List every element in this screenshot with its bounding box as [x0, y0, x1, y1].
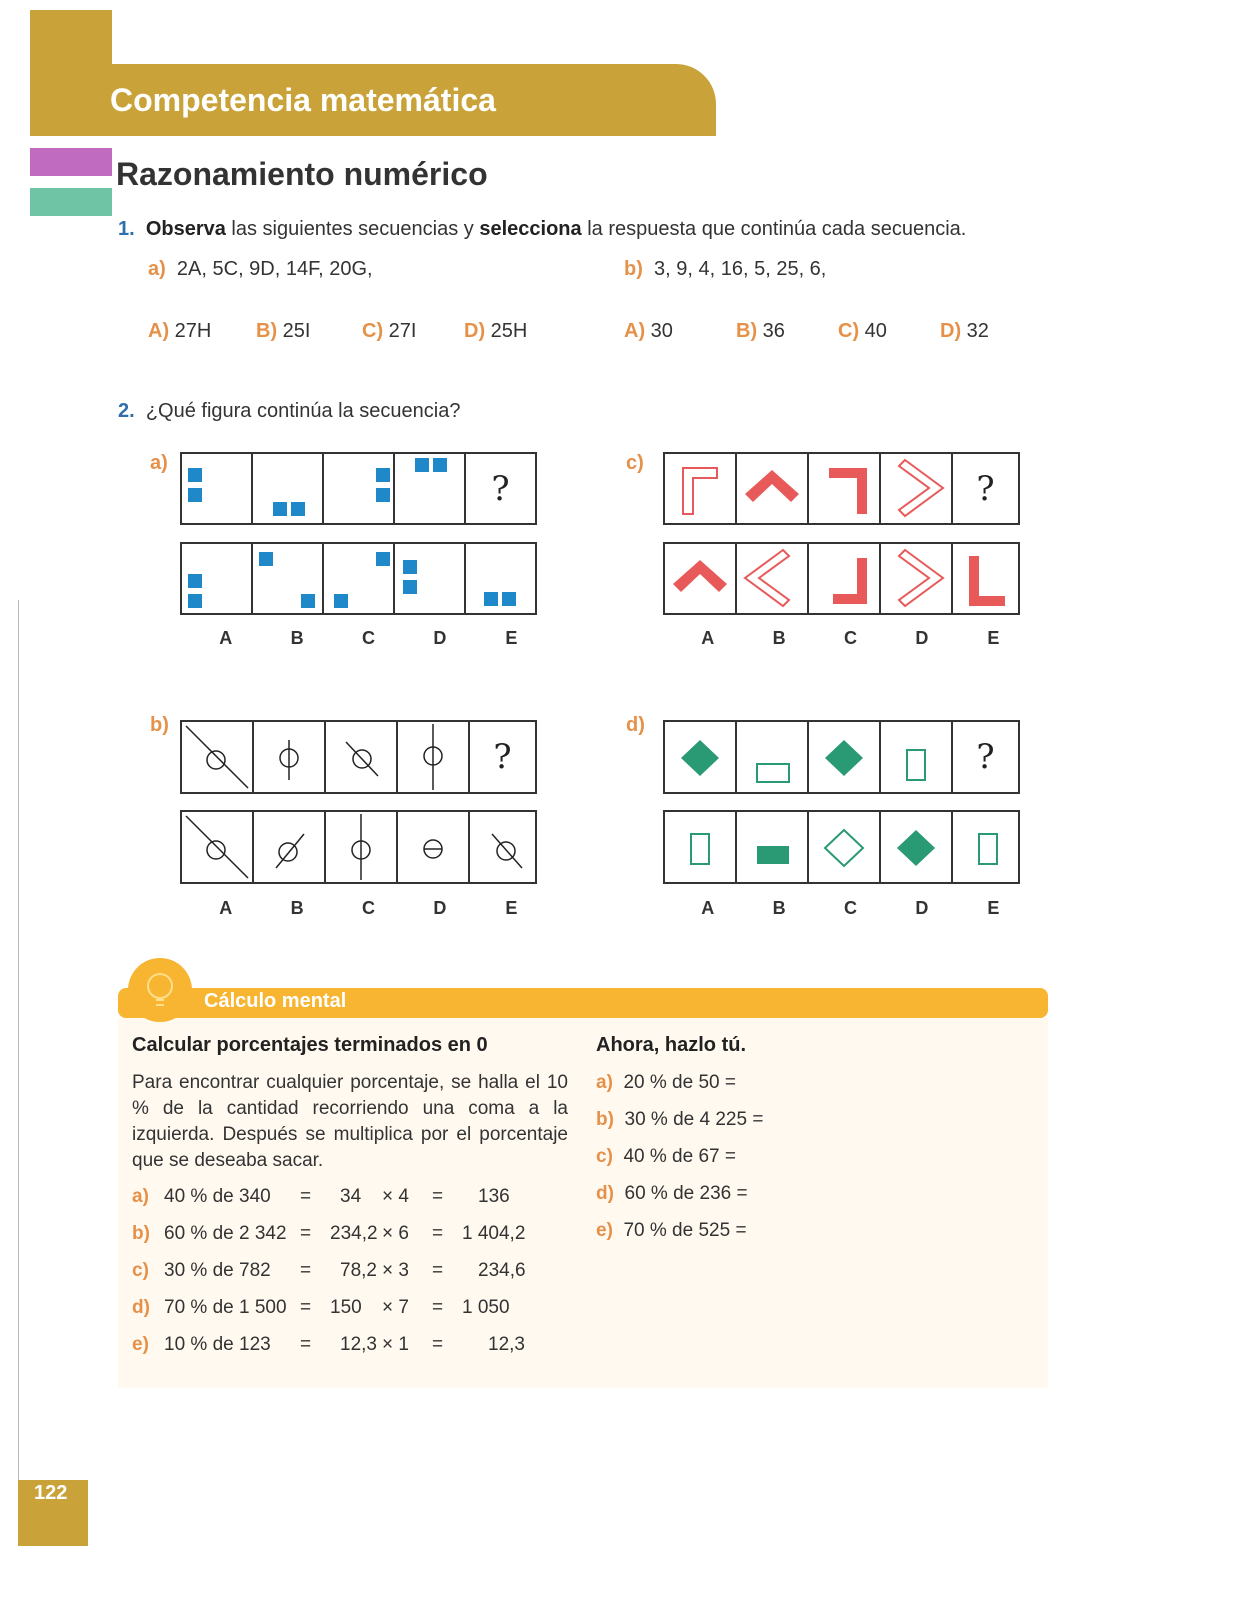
example-mult: × 6 — [382, 1223, 409, 1244]
diamond-solid-shape — [881, 812, 951, 882]
example-row — [132, 1223, 572, 1249]
practice-expr: 60 % de 236 = — [624, 1183, 748, 1204]
practice-expr: 70 % de 525 = — [623, 1220, 747, 1241]
answer-letter: D — [433, 628, 447, 648]
example-eq: = — [300, 1297, 312, 1318]
lightbulb-icon — [128, 958, 192, 1022]
part-label-b: b) — [150, 714, 169, 736]
question-cell — [953, 722, 1018, 792]
teal-tab — [30, 188, 112, 216]
option-b-A[interactable] — [624, 320, 673, 343]
example-mid: 78,2 — [340, 1260, 377, 1281]
answer-letter: C — [362, 898, 376, 918]
seq-cell — [324, 454, 395, 523]
seq-cell — [737, 722, 809, 792]
header-title: Competencia matemática — [110, 82, 496, 118]
example-result: 1 050 — [462, 1297, 510, 1318]
answer-row-a — [180, 542, 537, 615]
chevron-left-outline-shape — [737, 544, 807, 613]
example-result: 234,6 — [478, 1260, 526, 1281]
lightbulb-glyph — [128, 958, 192, 1022]
blue-square — [403, 580, 417, 594]
answer-letter: D — [915, 898, 929, 918]
answer-cell-E[interactable] — [953, 544, 1023, 613]
blue-square — [188, 488, 202, 502]
example-eq: = — [432, 1260, 444, 1281]
option-value: 36 — [762, 320, 785, 342]
question-text: ¿Qué figura continúa la secuencia? — [145, 400, 461, 422]
part-label-a: a) — [150, 452, 168, 474]
blue-square — [301, 594, 315, 608]
question-number: 1. — [118, 218, 135, 240]
blue-square — [484, 592, 498, 606]
rect-outline-shape — [881, 722, 951, 792]
circle-line-shape — [398, 722, 468, 792]
seq-cell — [395, 454, 466, 523]
answer-cell-D[interactable] — [398, 812, 470, 882]
circle-line-shape — [254, 812, 324, 882]
example-label: e) — [132, 1334, 149, 1355]
example-expr: 60 % de 2 342 — [164, 1223, 287, 1244]
answer-letter: A — [219, 898, 233, 918]
answer-letters-d — [672, 898, 1029, 919]
answer-letter: A — [701, 628, 715, 648]
option-b-B[interactable] — [736, 320, 785, 343]
verb-observa: Observa — [145, 218, 226, 240]
answer-letter: B — [290, 628, 304, 648]
seq-cell — [182, 722, 254, 792]
section-title: Razonamiento numérico — [116, 156, 488, 192]
practice-expr: 20 % de 50 = — [623, 1072, 736, 1093]
option-letter: B) — [256, 320, 278, 342]
blue-square — [376, 552, 390, 566]
answer-letter: B — [290, 898, 304, 918]
bracket-solid-shape — [809, 454, 879, 523]
chevron-outline-shape — [881, 544, 951, 613]
option-value: 27H — [174, 320, 212, 342]
blue-square — [403, 560, 417, 574]
example-eq: = — [300, 1186, 312, 1207]
example-eq: = — [432, 1186, 444, 1207]
answer-cell-E[interactable] — [466, 544, 535, 613]
question-mark: ? — [976, 737, 995, 777]
practice-label: e) — [596, 1220, 613, 1241]
blue-square — [433, 458, 447, 472]
option-value: 27I — [388, 320, 417, 342]
circle-line-shape — [182, 812, 252, 882]
example-result: 1 404,2 — [462, 1223, 526, 1244]
circle-line-shape — [254, 722, 324, 792]
option-letter: C) — [362, 320, 384, 342]
example-label: d) — [132, 1297, 150, 1318]
option-value: 40 — [864, 320, 887, 342]
seq-cell — [253, 454, 324, 523]
q1-text1: las siguientes secuencias y — [225, 218, 480, 240]
answer-cell-E[interactable] — [953, 812, 1023, 882]
blue-square — [502, 592, 516, 606]
bracket-solid-shape — [809, 544, 879, 613]
example-eq: = — [432, 1297, 444, 1318]
example-result: 136 — [478, 1186, 510, 1207]
answer-letter: E — [505, 898, 518, 918]
part-label-d: d) — [626, 714, 645, 736]
rect-outline-shape — [737, 722, 807, 792]
example-expr: 40 % de 340 — [164, 1186, 271, 1207]
sequence-b — [624, 258, 826, 281]
page-number: 122 — [34, 1482, 68, 1504]
part-label-c: c) — [626, 452, 644, 474]
practice-item[interactable] — [596, 1146, 736, 1168]
l-solid-shape — [953, 544, 1023, 613]
answer-cell-B[interactable] — [737, 812, 809, 882]
answer-cell-D[interactable] — [881, 812, 953, 882]
practice-label: c) — [596, 1146, 613, 1167]
answer-letter: C — [362, 628, 376, 648]
practice-label: a) — [596, 1072, 613, 1093]
purple-tab — [30, 148, 112, 176]
question-mark: ? — [976, 468, 995, 509]
sequence-row-c — [663, 452, 1020, 525]
seq-cell — [881, 722, 953, 792]
example-expr: 10 % de 123 — [164, 1334, 271, 1355]
answer-letter: A — [701, 898, 715, 918]
option-b-C[interactable] — [838, 320, 887, 343]
question-2 — [118, 400, 460, 423]
option-value: 25H — [490, 320, 528, 342]
blue-square — [259, 552, 273, 566]
example-expr: 70 % de 1 500 — [164, 1297, 287, 1318]
circle-line-shape — [470, 812, 540, 882]
practice-item[interactable] — [596, 1072, 736, 1094]
answer-cell-A[interactable] — [665, 544, 737, 613]
question-mark: ? — [493, 737, 512, 777]
example-mult: × 3 — [382, 1260, 409, 1281]
seq-cell — [881, 454, 953, 523]
question-number: 2. — [118, 400, 135, 422]
example-label: a) — [132, 1186, 149, 1207]
sequence-a — [148, 258, 373, 281]
answer-letter: E — [987, 628, 1000, 648]
answer-row-b — [180, 810, 537, 884]
answer-letter: C — [844, 628, 858, 648]
answer-letter: B — [772, 628, 786, 648]
sequence-text: 3, 9, 4, 16, 5, 25, 6, — [654, 258, 827, 280]
part-label: a) — [148, 258, 166, 280]
example-result: 12,3 — [488, 1334, 525, 1355]
circle-line-shape — [326, 812, 396, 882]
seq-cell — [398, 722, 470, 792]
option-a-C[interactable] — [362, 320, 416, 343]
question-cell — [470, 722, 535, 792]
example-mid: 150 — [330, 1297, 362, 1318]
example-eq: = — [300, 1223, 312, 1244]
example-mult: × 7 — [382, 1297, 409, 1318]
answer-cell-D[interactable] — [395, 544, 466, 613]
question-cell — [953, 454, 1018, 523]
example-mid: 34 — [340, 1186, 362, 1207]
example-eq: = — [300, 1334, 312, 1355]
seq-cell — [737, 454, 809, 523]
answer-cell-C[interactable] — [809, 544, 881, 613]
answer-cell-C[interactable] — [324, 544, 395, 613]
calculo-explanation: Para encontrar cualquier porcentaje, se halla el 10 % de la cantidad recorriendo una coma a la izquierda. Después se multiplica por el porcentaje que se deseaba sacar. — [132, 1072, 568, 1171]
seq-cell — [326, 722, 398, 792]
circle-line-shape — [398, 812, 468, 882]
diamond-solid-shape — [665, 722, 735, 792]
rect-outline-shape — [665, 812, 735, 882]
answer-letter: E — [987, 898, 1000, 918]
diamond-outline-shape — [809, 812, 879, 882]
option-letter: A) — [148, 320, 170, 342]
example-expr: 30 % de 782 — [164, 1260, 271, 1281]
page-edge-rule — [18, 600, 19, 1480]
answer-cell-C[interactable] — [809, 812, 881, 882]
seq-cell — [809, 722, 881, 792]
blue-square — [334, 594, 348, 608]
sequence-row-d — [663, 720, 1020, 794]
question-cell — [466, 454, 535, 523]
blue-square — [376, 468, 390, 482]
option-a-B[interactable] — [256, 320, 310, 343]
answer-letters-c — [672, 628, 1029, 649]
answer-cell-E[interactable] — [470, 812, 540, 882]
answer-letter: E — [505, 628, 518, 648]
answer-letters-a — [190, 628, 547, 649]
example-mid: 234,2 — [330, 1223, 378, 1244]
header-gold-tab — [30, 10, 112, 70]
answer-letter: B — [772, 898, 786, 918]
diamond-solid-shape — [809, 722, 879, 792]
option-a-D[interactable] — [464, 320, 527, 343]
seq-cell — [665, 454, 737, 523]
answer-row-d — [663, 810, 1020, 884]
practice-label: b) — [596, 1109, 614, 1130]
practice-label: d) — [596, 1183, 614, 1204]
blue-square — [188, 468, 202, 482]
answer-cell-D[interactable] — [881, 544, 953, 613]
option-letter: C) — [838, 320, 860, 342]
seq-cell — [665, 722, 737, 792]
option-b-D[interactable] — [940, 320, 989, 343]
answer-cell-C[interactable] — [326, 812, 398, 882]
blue-square — [273, 502, 287, 516]
answer-letter: A — [219, 628, 233, 648]
example-eq: = — [432, 1334, 444, 1355]
verb-selecciona: selecciona — [479, 218, 582, 240]
example-mult: × 1 — [382, 1334, 409, 1355]
caret-solid-shape — [665, 544, 735, 613]
example-row — [132, 1334, 572, 1360]
example-row — [132, 1260, 572, 1286]
answer-letters-b — [190, 898, 547, 919]
example-eq: = — [300, 1260, 312, 1281]
answer-cell-B[interactable] — [253, 544, 324, 613]
answer-cell-B[interactable] — [737, 544, 809, 613]
blue-square — [376, 488, 390, 502]
seq-cell — [182, 454, 253, 523]
option-value: 30 — [650, 320, 673, 342]
answer-cell-B[interactable] — [254, 812, 326, 882]
option-letter: D) — [464, 320, 486, 342]
question-1 — [118, 218, 966, 241]
example-row — [132, 1297, 572, 1323]
practice-item[interactable] — [596, 1220, 747, 1242]
answer-cell-A[interactable] — [182, 812, 254, 882]
rect-outline-shape — [953, 812, 1023, 882]
sequence-row-a — [180, 452, 537, 525]
option-letter: A) — [624, 320, 646, 342]
option-letter: D) — [940, 320, 962, 342]
blue-square — [188, 574, 202, 588]
example-row — [132, 1186, 572, 1212]
example-eq: = — [432, 1223, 444, 1244]
example-label: b) — [132, 1223, 150, 1244]
calculo-mental-title: Cálculo mental — [204, 990, 347, 1012]
question-mark: ? — [491, 468, 510, 509]
answer-letter: C — [844, 898, 858, 918]
blue-square — [415, 458, 429, 472]
answer-letter: D — [915, 628, 929, 648]
caret-solid-shape — [737, 454, 807, 523]
practice-item[interactable] — [596, 1109, 763, 1131]
blue-square — [291, 502, 305, 516]
q1-text2: la respuesta que continúa cada secuencia. — [581, 218, 967, 240]
sequence-text: 2A, 5C, 9D, 14F, 20G, — [176, 258, 373, 280]
practice-expr: 40 % de 67 = — [623, 1146, 736, 1167]
practice-expr: 30 % de 4 225 = — [624, 1109, 764, 1130]
blue-square — [188, 594, 202, 608]
answer-letter: D — [433, 898, 447, 918]
circle-line-shape — [326, 722, 396, 792]
part-label: b) — [624, 258, 643, 280]
seq-cell — [809, 454, 881, 523]
option-letter: B) — [736, 320, 758, 342]
answer-row-c — [663, 542, 1020, 615]
bracket-outline-shape — [665, 454, 735, 523]
example-label: c) — [132, 1260, 149, 1281]
answer-cell-A[interactable] — [665, 812, 737, 882]
circle-line-shape — [182, 722, 252, 792]
option-value: 25I — [282, 320, 311, 342]
example-mid: 12,3 — [340, 1334, 377, 1355]
answer-cell-A[interactable] — [182, 544, 253, 613]
seq-cell — [254, 722, 326, 792]
rect-solid-shape — [737, 812, 807, 882]
chevron-outline-shape — [881, 454, 951, 523]
calculo-subtitle: Calcular porcentajes terminados en 0 — [132, 1034, 488, 1056]
sequence-row-b — [180, 720, 537, 794]
option-value: 32 — [966, 320, 989, 342]
option-a-A[interactable] — [148, 320, 211, 343]
example-mult: × 4 — [382, 1186, 409, 1207]
practice-item[interactable] — [596, 1183, 748, 1205]
practice-title: Ahora, hazlo tú. — [596, 1034, 746, 1056]
